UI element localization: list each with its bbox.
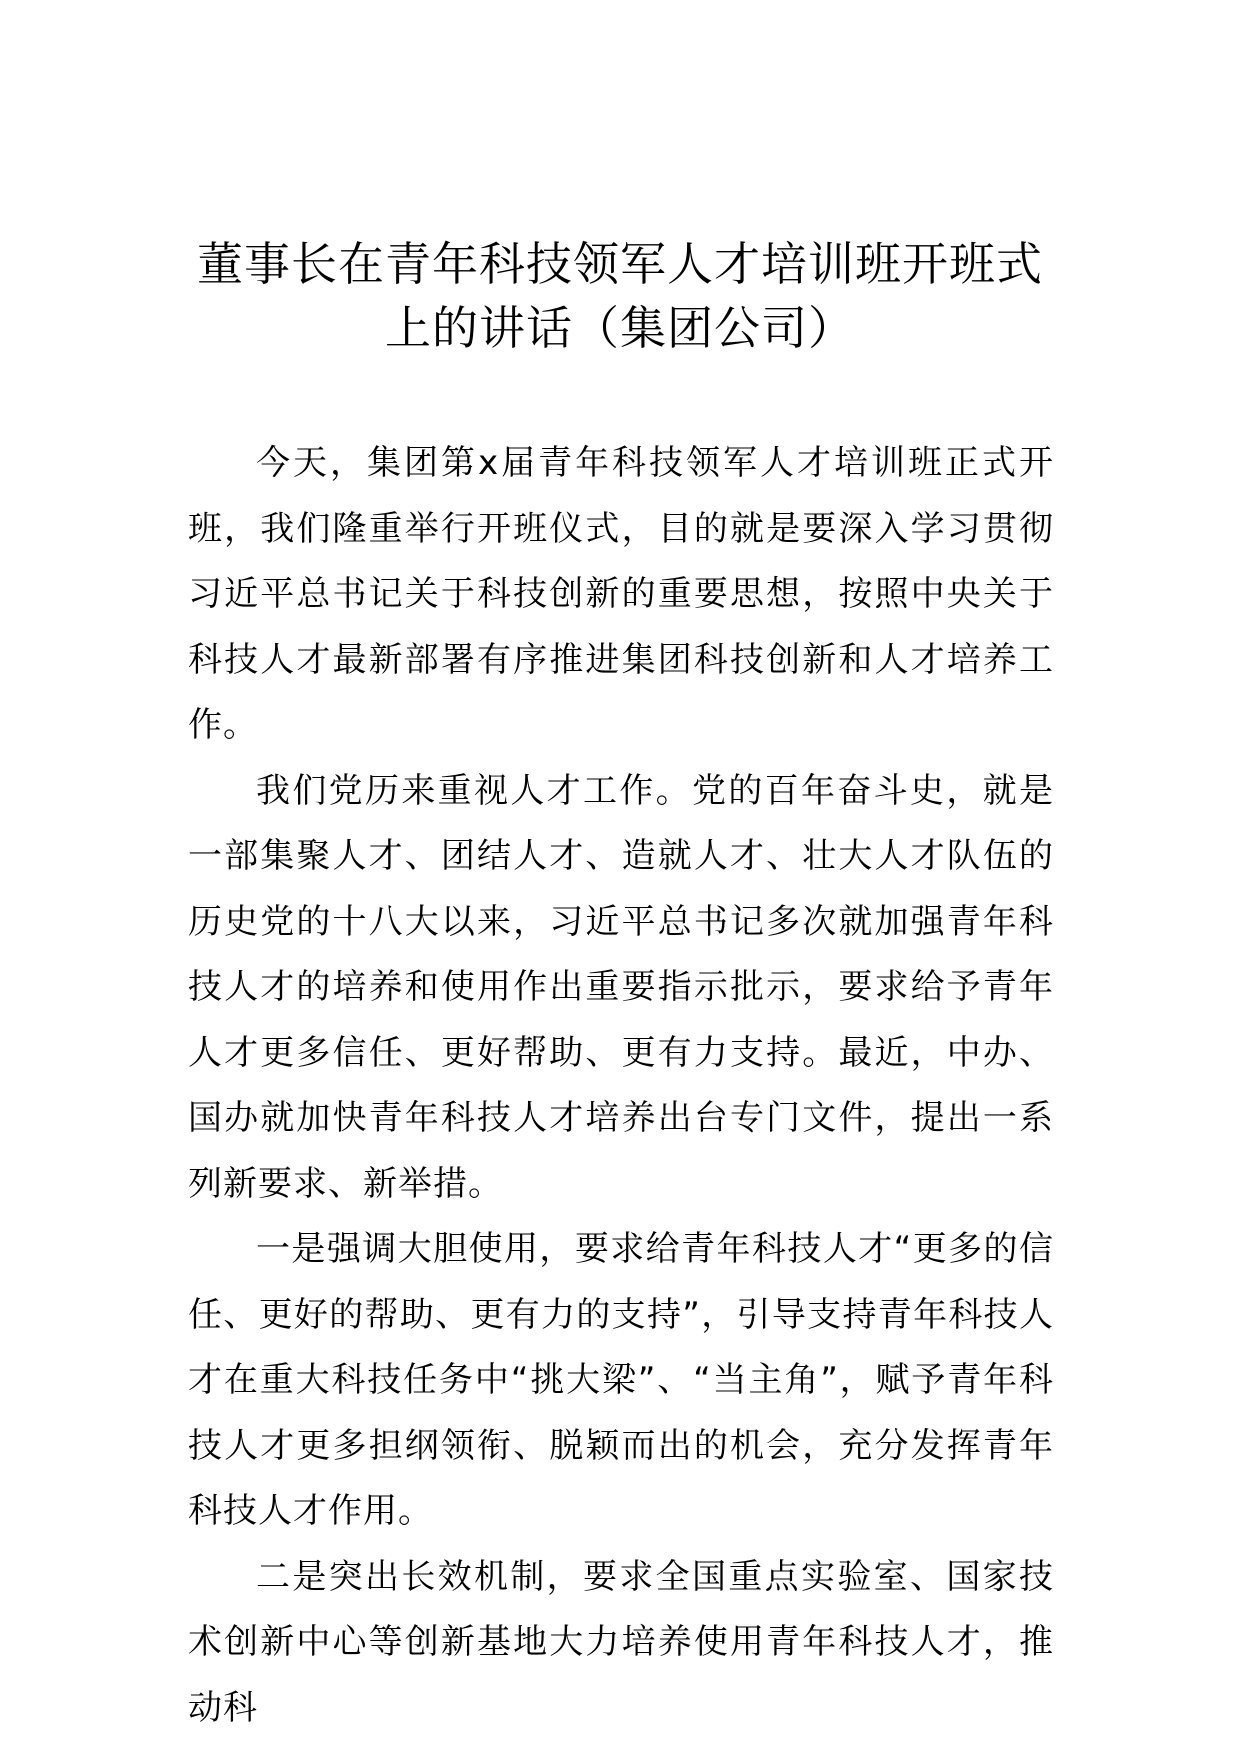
title-line-2: 上的讲话（集团公司） [385, 301, 855, 355]
paragraph-talent-history: 我们党历来重视人才工作。党的百年奋斗史，就是一部集聚人才、团结人才、造就人才、壮大人才队伍的历史党的十八大以来，习近平总书记多次就加强青年科技人才的培养和使用作出重要指示批示，要求给予青年人才更多信任、更好帮助、更有力支持。最近，中办、国办就加快青年科技人才培养出台专门文件，提出一系列新要求、新举措。 [188, 770, 1054, 1204]
paragraph-point-one: 一是强调大胆使用，要求给青年科技人才“更多的信任、更好的帮助、更有力的支持”，引导支持青年科技人才在重大科技任务中“挑大梁”、“当主角”，赋予青年科技人才更多担纲领衔、脱颖而出的机会，充分发挥青年科技人才作用。 [188, 1229, 1054, 1531]
title-line-1: 董事长在青年科技领军人才培训班开班式 [197, 237, 1043, 291]
document-body [188, 431, 1054, 1741]
paragraph-point-two: 二是突出长效机制，要求全国重点实验室、国家技术创新中心等创新基地大力培养使用青年科技人才，推动科 [188, 1556, 1054, 1728]
document-title [190, 232, 1050, 360]
paragraph-opening: 今天，集团第x届青年科技领军人才培训班正式开班，我们隆重举行开班仪式，目的就是要深入学习贯彻习近平总书记关于科技创新的重要思想，按照中央关于科技人才最新部署有序推进集团科技创新和人才培养工作。 [188, 443, 1054, 745]
